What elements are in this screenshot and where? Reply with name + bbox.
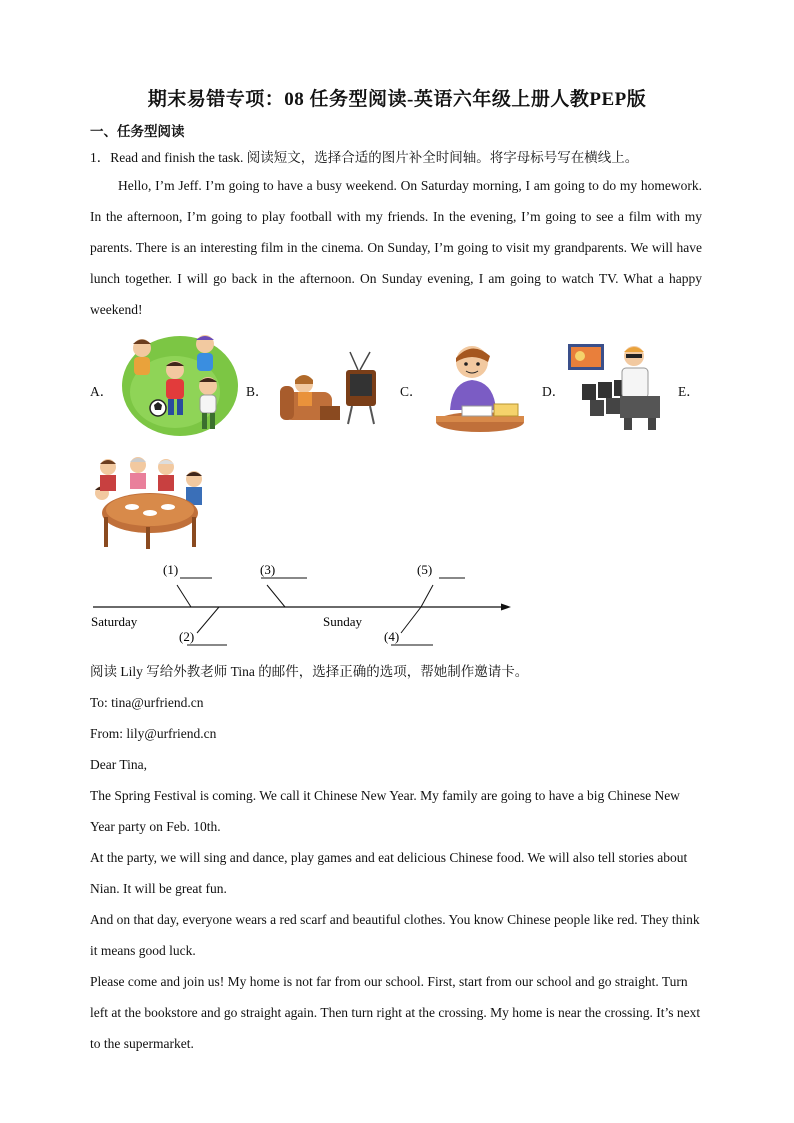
timeline-blank-5: (5) [417,562,433,577]
timeline-sunday-label: Sunday [323,614,362,629]
watching-tv-icon [276,350,388,430]
page-title: 期末易错专项：08 任务型阅读-英语六年级上册人教PEP版 [147,89,647,110]
section-heading: 一、任务型阅读 [90,124,185,139]
option-b-label: B． [246,384,269,399]
email-paragraph: And on that day, everyone wears a red scarf and beautiful clothes. You know Chinese people like red. They think it means good luck. [90,912,700,958]
timeline-blank-3: (3) [260,562,276,577]
email-to: To: tina@urfriend.cn [90,695,204,710]
timeline-blank-1: (1) [163,562,179,577]
question-instruction: 1．Read and finish the task. 阅读短文，选择合适的图片补全时间轴。将字母标号写在横线上。 [90,150,639,165]
family-lunch-icon [90,455,210,551]
reading-passage: Hello, I’m Jeff. I’m going to have a busy weekend. On Saturday morning, I am going to do my homework. In the afternoon, I’m going to play football with my friends. In the evening, I’m going to see a film with my parents. There is an interesting film in the cinema. On Sunday, I’m going to visit my grandparents. We will have lunch together. I will go back in the afternoon. On Sunday evening, I am going to watch TV. What a happy weekend! [90,178,702,317]
doing-homework-icon [432,340,528,436]
email-from: From: lily@urfriend.cn [90,726,217,741]
timeline-blank-2: (2) [179,629,195,644]
option-d-label: D． [542,384,566,399]
football-kids-icon [120,330,240,442]
timeline-saturday-label: Saturday [91,614,138,629]
option-c-label: C． [400,384,423,399]
email-section [90,656,702,1059]
option-e-label: E． [678,384,700,399]
option-a-label: A． [90,384,114,399]
cinema-icon [564,338,670,434]
email-paragraph: The Spring Festival is coming. We call it Chinese New Year. My family are going to have a big Chinese New Year party on Feb. 10th. [90,788,680,834]
email-intro: 阅读 Lily 写给外教老师 Tina 的邮件，选择正确的选项，帮她制作邀请卡。 [90,664,529,679]
email-greeting: Dear Tina, [90,757,147,772]
email-paragraph: Please come and join us! My home is not far from our school. First, start from our school and go straight. Turn left at the bookstore and go straight again. Then turn right at the crossing. My home is near the crossing. It’s next to the supermarket. [90,974,701,1051]
timeline-blank-4: (4) [384,629,400,644]
timeline-diagram [85,555,515,647]
email-paragraph: At the party, we will sing and dance, play games and eat delicious Chinese food. We will also tell stories about Nian. It will be great fun. [90,850,688,896]
